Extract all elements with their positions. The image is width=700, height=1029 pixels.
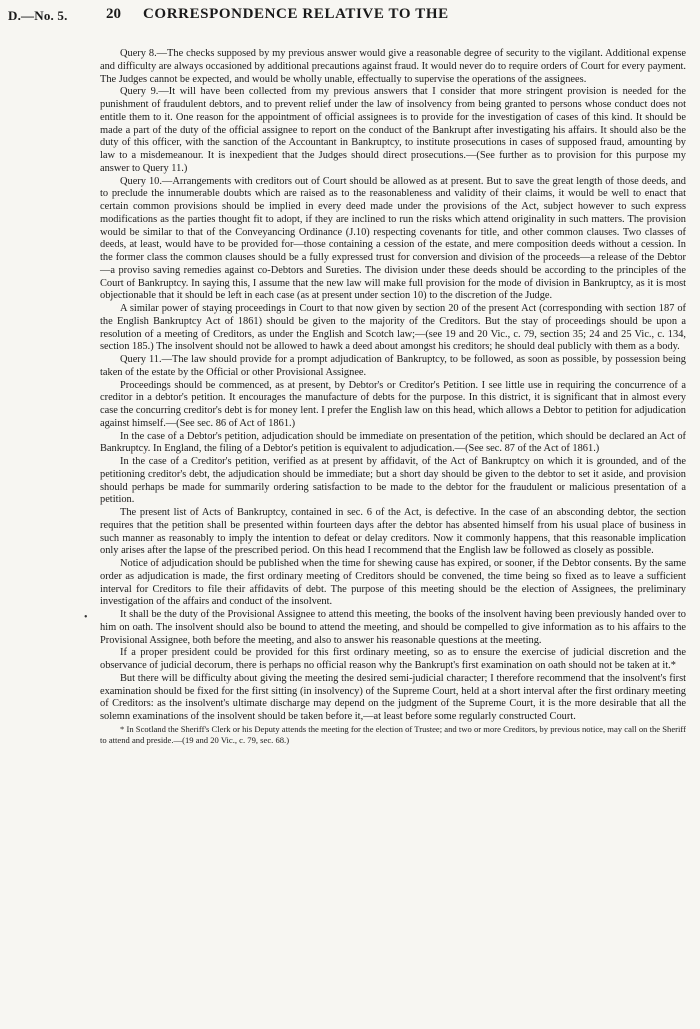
page-header — [8, 6, 688, 28]
running-title: CORRESPONDENCE RELATIVE TO THE — [143, 6, 449, 22]
paragraph-creditors-petition: In the case of a Creditor's petition, verified as at present by affidavit, of the Act of Bankruptcy on which it is grounded, and of the petitioning creditor's debt, the adjudication should be immediate; but a short day should be given to the debtor to set it aside, and provision should perhaps be made for summarily ordering satisfaction to be made to the debtor for the fraudulent or malicious presentation of a petition. — [100, 456, 686, 506]
paragraph-proceedings: Proceedings should be commenced, as at present, by Debtor's or Creditor's Petition. I see little use in requiring the concurrence of a creditor in a debtor's petition. It encourages the manufacture of debts for the purpose. In this district, it is significant that in almost every case the concurring creditor's debt is for money lent. I prefer the English law on this head, which allows a Debtor to petition for adjudication against himself.—(See sec. 86 of Act of 1861.) — [100, 379, 686, 429]
margin-mark: • — [84, 612, 88, 623]
paragraph-semi-judicial: But there will be difficulty about giving the meeting the desired semi-judicial character; I therefore recommend that the insolvent's first examination should be fixed for the first sitting (in insolvency) of the Supreme Court, held at a short interval after the first ordinary meeting of Creditors: as the insolvent's ultimate discharge may depend on the judgment of the Supreme Court, it is the more desirable that all the solemn examinations of the insolvent should be taken before it,—at least before some regularly constructed Court. — [100, 672, 686, 722]
paragraph-staying-proceedings: A similar power of staying proceedings in Court to that now given by section 20 of the present Act (corresponding with section 187 of the English Bankruptcy Act of 1861) should be given to the majority of the Creditors. But the stay of proceedings should be upon a resolution of a meeting of Creditors, as under the English and Scotch law;—(see 19 and 20 Vic., c. 79, section 35; 24 and 25 Vic., c. 134, section 185.) The insolvent should not be allowed to hawk a deed about amongst his creditors; he should deal publicly with them as a body. — [100, 303, 686, 353]
page-number: 20 — [106, 6, 121, 22]
footnote: * In Scotland the Sheriff's Clerk or his Deputy attends the meeting for the election of Trustee; and two or more Creditors, by previous notice, may call on the Sheriff to attend and preside.—(19 and 20 Vic., c. 79, sec. 68.) — [100, 723, 686, 745]
paragraph-notice-of-adjudication: Notice of adjudication should be published when the time for shewing cause has expired, or sooner, if the Debtor consents. By the same order as adjudication is made, the first ordinary meeting of Creditors should be convened, the time being so fixed as to leave a sufficient interval for Creditors to file their affidavits of debt. The purpose of this meeting should be the election of Assignees, the preliminary investigation of the affairs and conduct of the insolvent. — [100, 558, 686, 608]
document-body — [100, 48, 686, 746]
document-reference: D.—No. 5. — [8, 8, 68, 23]
paragraph-provisional-assignee: It shall be the duty of the Provisional Assignee to attend this meeting, the books of the insolvent having been previously handed over to him on oath. The insolvent should also be bound to attend the meeting, and should be compelled to give information as to his affairs to the Provisional Assignee, both before the meeting, and also to answer his reasonable questions at the meeting. — [100, 609, 686, 646]
paragraph-query-9: Query 9.—It will have been collected from my previous answers that I consider that more stringent provision is needed for the punishment of fraudulent debtors, and to prevent relief under the law of insolvency from being granted to persons whose conduct does not entitle them to it. One reason for the appointment of official assignees is to provide for the investigation of cases of this kind. It should be made a part of the duty of the official assignee to report on the conduct of the Bankrupt after investigating his affairs. It should also be the duty of this officer, with the sanction of the Accountant in Bankruptcy, to institute prosecutions in cases of supposed fraud, amounting by law to a misdemeanour. It is inexpedient that the Judges should direct prosecutions.—(See further as to provision for this purpose my answer to Query 11.) — [100, 86, 686, 174]
paragraph-query-10: Query 10.—Arrangements with creditors out of Court should be allowed as at present. But to save the great length of those deeds, and to preclude the innumerable doubts which are raised as to the reasonableness and validity of their claims, it would be well to enact that certain common provisions should be implied in every deed made under the provisions of the Act, subject however to such express modifications as the parties thought fit to adopt, if they are inclined to run the risks which attend originality in such matters. The provision would be similar to that of the Conveyancing Ordinance (J.10) respecting covenants for title, and other common clauses. Two classes of deeds, at least, would have to be provided for—those containing a cession of the estate, and mere composition deeds without a cession. In the former class the common clauses should be a fully expressed trust for conversion and division of the proceeds—a release of the Debtor—a proviso saving remedies against co-Debtors and Sureties. The division under these deeds should be according to the principles of the Court of Bankruptcy. In saying this, I assume that the new law will make full provision for the mode of division in Bankruptcy, as it is most objectionable that it should be left in each case (as at present under section 10) to the discretion of the Judge. — [100, 175, 686, 302]
paragraph-query-11: Query 11.—The law should provide for a prompt adjudication of Bankruptcy, to be followed, as soon as possible, by possession being taken of the estate by the Official or other Provisional Assignee. — [100, 354, 686, 378]
paragraph-acts-of-bankruptcy: The present list of Acts of Bankruptcy, contained in sec. 6 of the Act, is defective. In the case of an absconding debtor, the section requires that the petition shall be presented within fourteen days after the debtor has absented himself from his usual place of business in such manner as reasonably to imply the intention to defeat or delay creditors. Now it commonly happens, that this reasonable implication only arises after the lapse of the prescribed period. On this head I recommend that the English law be followed as closely as possible. — [100, 507, 686, 557]
paragraph-debtors-petition: In the case of a Debtor's petition, adjudication should be immediate on presentation of the petition, which should be declared an Act of Bankruptcy. In England, the filing of a Debtor's petition is equivalent to adjudication.—(See sec. 87 of the Act of 1861.) — [100, 430, 686, 455]
paragraph-proper-president: If a proper president could be provided for this first ordinary meeting, so as to ensure the exercise of judicial discretion and the observance of judicial decorum, there is perhaps no official reason why the Bankrupt's first examination on oath should not be taken at it.* — [100, 647, 686, 671]
paragraph-query-8: Query 8.—The checks supposed by my previous answer would give a reasonable degree of security to the vigilant. Additional expense and difficulty are always occasioned by additional precautions against fraud. It would never do to require orders of Court for every payment. The Judges cannot be expected, and would be wholly unable, effectually to supervise the operations of the assignees. — [100, 48, 686, 85]
